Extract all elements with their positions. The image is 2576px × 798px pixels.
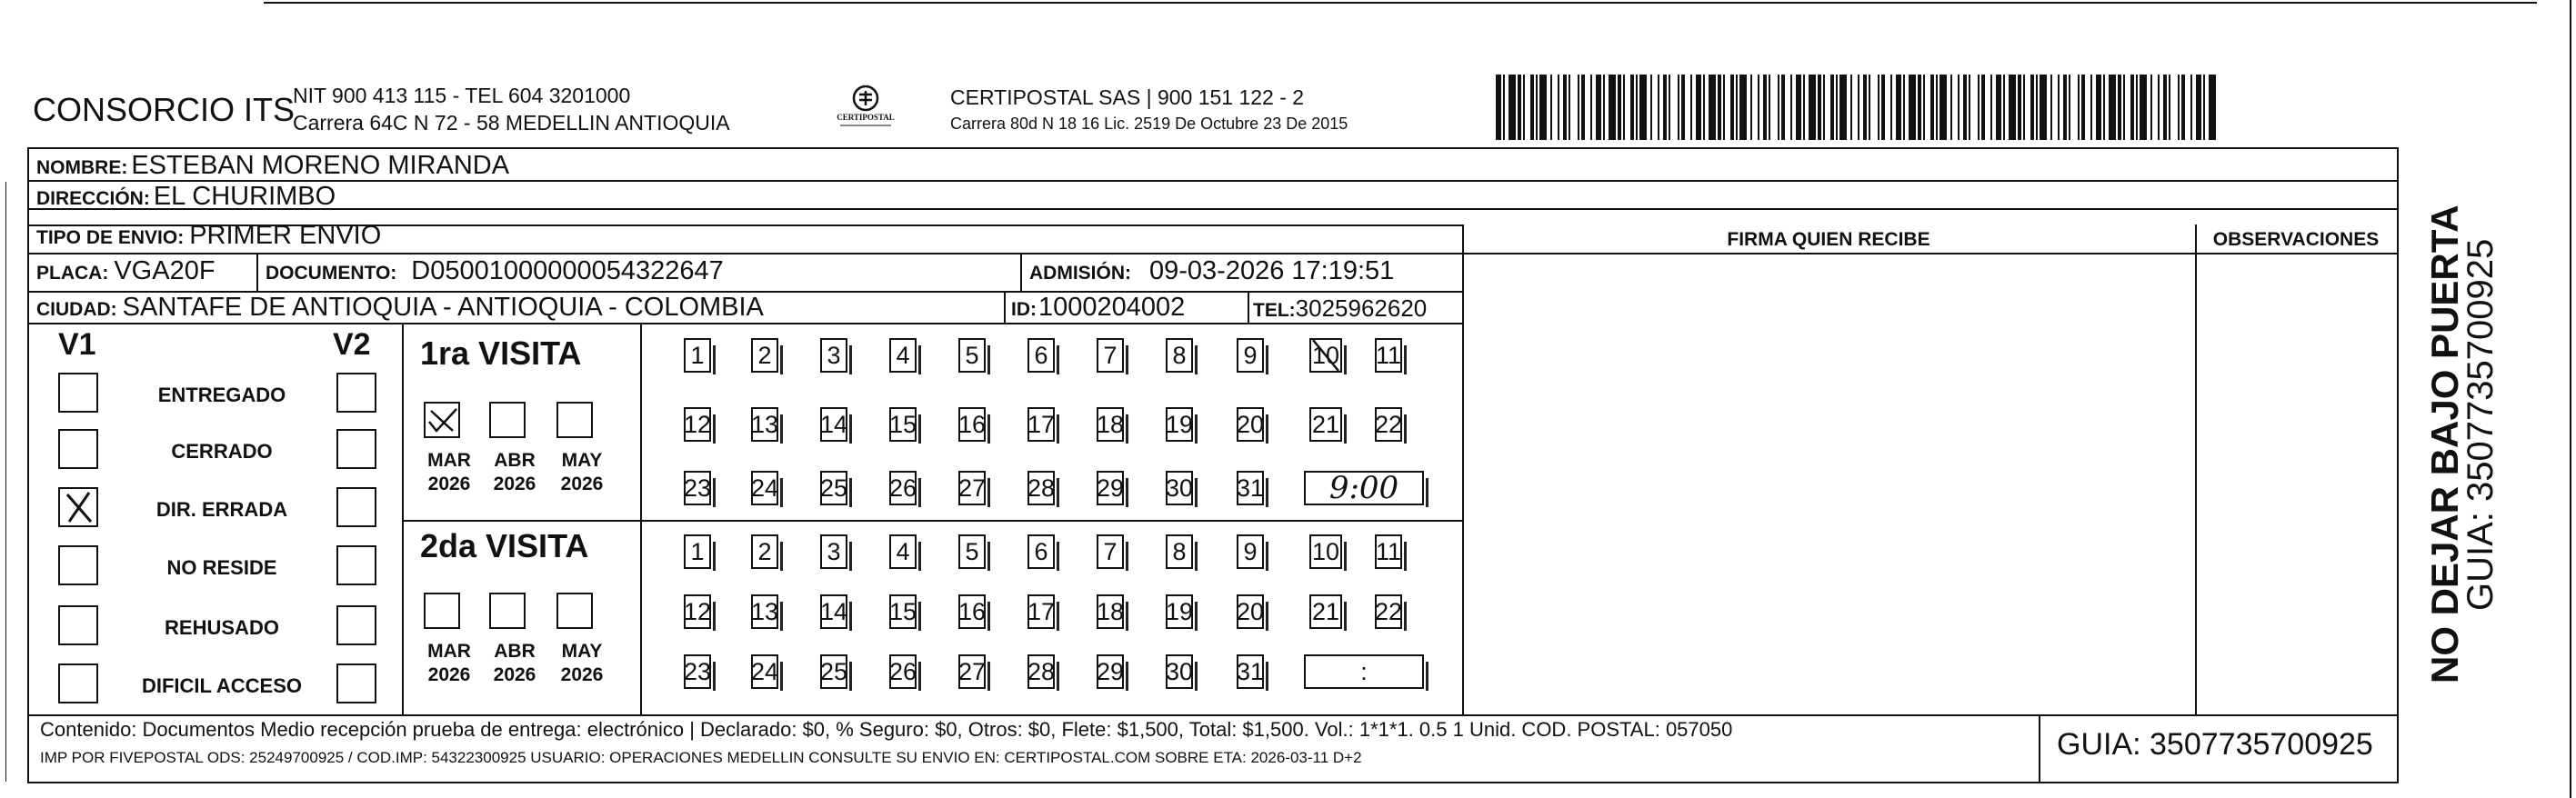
- barcode-bar: [1581, 75, 1585, 140]
- day-box[interactable]: 22: [1375, 407, 1402, 442]
- first-visit-title: 1ra VISITA: [420, 334, 582, 372]
- barcode-bar: [1823, 75, 1825, 140]
- barcode-bar: [1696, 75, 1701, 140]
- barcode-bar: [1603, 75, 1605, 140]
- day-box[interactable]: 2: [751, 534, 778, 569]
- day-box[interactable]: 8: [1166, 338, 1193, 373]
- barcode-bar: [2181, 75, 2185, 140]
- barcode-bar: [1578, 75, 1579, 140]
- barcode-bar: [2096, 75, 2101, 140]
- status-option-label: REHUSADO: [165, 616, 279, 639]
- year-label: 2026: [427, 664, 471, 685]
- barcode-bar: [1781, 75, 1785, 140]
- barcode-bar: [1878, 75, 1879, 140]
- month-label: MAY: [561, 450, 603, 471]
- barcode-bar: [1940, 75, 1947, 140]
- year-label: 2026: [493, 664, 536, 685]
- barcode-bar: [2081, 75, 2085, 140]
- day-box[interactable]: 19: [1166, 594, 1193, 629]
- barcode-bar: [2030, 75, 2034, 140]
- documento-label: DOCUMENTO:: [266, 263, 397, 284]
- second-visit-title: 2da VISITA: [420, 527, 589, 564]
- day-box[interactable]: 30: [1166, 471, 1193, 505]
- barcode-bar: [2050, 75, 2052, 140]
- month-checkbox[interactable]: [489, 402, 526, 438]
- day-box[interactable]: 11: [1375, 534, 1402, 569]
- day-box[interactable]: 30: [1166, 654, 1193, 689]
- id-value: 1000204002: [1038, 293, 1186, 322]
- barcode-bar: [1658, 75, 1659, 140]
- day-box[interactable]: 27: [958, 471, 986, 505]
- day-box[interactable]: 11: [1375, 338, 1402, 373]
- day-box[interactable]: 9: [1237, 534, 1264, 569]
- month-checkbox[interactable]: [424, 593, 460, 629]
- barcode-bar: [1509, 75, 1516, 140]
- barcode-bar: [1796, 75, 1801, 140]
- placa-value: VGA20F: [114, 256, 216, 285]
- barcode-bar: [2163, 75, 2167, 140]
- barcode-bar: [1809, 75, 1816, 140]
- day-box[interactable]: 7: [1097, 338, 1124, 373]
- day-box[interactable]: 3: [820, 534, 847, 569]
- observaciones-header: OBSERVACIONES: [2212, 229, 2380, 250]
- barcode-bar: [2090, 75, 2092, 140]
- barcode-bar: [1890, 75, 1892, 140]
- day-box[interactable]: 4: [889, 338, 917, 373]
- day-box[interactable]: 5: [958, 338, 986, 373]
- barcode-bar: [1569, 75, 1570, 140]
- carrier-line: CERTIPOSTAL SAS | 900 151 122 - 2: [950, 85, 1305, 109]
- barcode-bar: [1769, 75, 1770, 140]
- barcode: [1496, 75, 2223, 140]
- day-box[interactable]: 25: [820, 654, 847, 689]
- barcode-bar: [1958, 75, 1960, 140]
- barcode-bar: [1930, 75, 1934, 140]
- year-label: 2026: [427, 474, 471, 494]
- barcode-bar: [2069, 75, 2070, 140]
- day-box[interactable]: 17: [1027, 407, 1055, 442]
- day-box[interactable]: 31: [1237, 654, 1264, 689]
- barcode-bar: [1850, 75, 1852, 140]
- admision-label: ADMISIÓN:: [1029, 263, 1131, 284]
- day-box[interactable]: 13: [751, 594, 778, 629]
- barcode-bar: [1518, 75, 1521, 140]
- day-box[interactable]: 26: [889, 471, 917, 505]
- day-box[interactable]: 14: [820, 407, 847, 442]
- barcode-bar: [2003, 75, 2005, 140]
- day-box[interactable]: 16: [958, 407, 986, 442]
- v2-checkbox[interactable]: [336, 545, 376, 585]
- v1-label: V1: [58, 327, 96, 362]
- barcode-bar: [2123, 75, 2125, 140]
- barcode-bar: [1790, 75, 1792, 140]
- address-line: Carrera 64C N 72 - 58 MEDELLIN ANTIOQUIA: [293, 111, 730, 135]
- day-box[interactable]: 26: [889, 654, 917, 689]
- certipostal-logo: [829, 82, 902, 136]
- barcode-bar: [2078, 75, 2080, 140]
- month-checkbox[interactable]: [424, 402, 460, 438]
- barcode-bar: [1758, 75, 1759, 140]
- barcode-bar: [1690, 75, 1692, 140]
- barcode-bar: [1909, 75, 1916, 140]
- barcode-bar: [1818, 75, 1821, 140]
- day-box[interactable]: 21: [1309, 594, 1342, 629]
- barcode-bar: [1830, 75, 1834, 140]
- barcode-bar: [1723, 75, 1725, 140]
- day-box[interactable]: 23: [684, 471, 711, 505]
- v2-checkbox[interactable]: [336, 429, 376, 469]
- firma-header: FIRMA QUIEN RECIBE: [1727, 229, 1930, 250]
- status-option-label: NO RESIDE: [166, 556, 277, 579]
- day-box[interactable]: 6: [1027, 338, 1055, 373]
- day-box[interactable]: 14: [820, 594, 847, 629]
- barcode-bar: [1550, 75, 1552, 140]
- barcode-bar: [2169, 75, 2170, 140]
- day-box[interactable]: 1: [684, 534, 711, 569]
- barcode-bar: [1681, 75, 1685, 140]
- barcode-bar: [1763, 75, 1767, 140]
- footer-line-2: IMP POR FIVEPOSTAL ODS: 25249700925 / COD.IMP: 54322300925 USUARIO: OPERACIONES MEDELLIN CONSULTE SU ENVIO EN: CERTIPOSTAL.COM SOBRE ETA: 2026-03-11 D+2: [40, 749, 1362, 766]
- month-checkbox[interactable]: [489, 593, 526, 629]
- id-label: ID:: [1011, 299, 1037, 320]
- barcode-bar: [2190, 75, 2192, 140]
- barcode-bar: [1978, 75, 1980, 140]
- admision-value: 09-03-2026 17:19:51: [1149, 256, 1395, 285]
- barcode-bar: [1881, 75, 1885, 140]
- tipo-value: PRIMER ENVIO: [189, 221, 382, 250]
- day-box[interactable]: 2: [751, 338, 778, 373]
- barcode-bar: [2023, 75, 2025, 140]
- barcode-bar: [2196, 75, 2201, 140]
- barcode-bar: [2040, 75, 2047, 140]
- day-box[interactable]: 18: [1097, 594, 1124, 629]
- day-box[interactable]: 15: [889, 594, 917, 629]
- barcode-bar: [1563, 75, 1567, 140]
- barcode-bar: [2018, 75, 2021, 140]
- barcode-bar: [1936, 75, 1938, 140]
- day-box[interactable]: 4: [889, 534, 917, 569]
- barcode-bar: [1678, 75, 1679, 140]
- barcode-bar: [1981, 75, 1985, 140]
- barcode-bar: [2178, 75, 2180, 140]
- barcode-bar: [1869, 75, 1870, 140]
- barcode-bar: [1639, 75, 1647, 140]
- barcode-bar: [1523, 75, 1525, 140]
- barcode-bar: [1858, 75, 1859, 140]
- barcode-bar: [2158, 75, 2160, 140]
- direccion-value: EL CHURIMBO: [153, 182, 336, 211]
- day-box[interactable]: 6: [1027, 534, 1055, 569]
- status-option-label: ENTREGADO: [157, 384, 286, 406]
- barcode-bar: [1539, 75, 1547, 140]
- barcode-bar: [2140, 75, 2147, 140]
- direccion-label: DIRECCIÓN:: [36, 188, 150, 209]
- day-box[interactable]: 27: [958, 654, 986, 689]
- barcode-bar: [1863, 75, 1867, 140]
- barcode-bar: [2036, 75, 2038, 140]
- day-box[interactable]: 3: [820, 338, 847, 373]
- v2-label: V2: [333, 327, 371, 362]
- side-warning: NO DEJAR BAJO PUERTA: [2423, 204, 2466, 683]
- barcode-bar: [1750, 75, 1752, 140]
- day-box[interactable]: 23: [684, 654, 711, 689]
- day-box[interactable]: 16: [958, 594, 986, 629]
- check-mark-icon: [426, 404, 458, 436]
- v2-checkbox[interactable]: [336, 605, 376, 645]
- month-label: MAR: [427, 450, 471, 471]
- footer-line-1: Contenido: Documentos Medio recepción prueba de entrega: electrónico | Declarado: $0, % Seguro: $0, Otros: $0, Flete: $1,500, Total: $1,500. Vol.: 1*1*1. 0.5 1 Unid. COD. POSTAL: 057050: [40, 718, 1733, 741]
- barcode-bar: [2118, 75, 2121, 140]
- barcode-bar: [1963, 75, 1967, 140]
- barcode-bar: [1590, 75, 1592, 140]
- day-box[interactable]: 1: [684, 338, 711, 373]
- placa-label: PLACA:: [36, 263, 109, 284]
- day-box[interactable]: 21: [1309, 407, 1342, 442]
- barcode-bar: [1730, 75, 1734, 140]
- day-box[interactable]: 28: [1027, 471, 1055, 505]
- tipo-label: TIPO DE ENVIO:: [36, 227, 185, 248]
- nit-line: NIT 900 413 115 - TEL 604 3201000: [293, 84, 631, 107]
- barcode-bar: [1596, 75, 1601, 140]
- day-box[interactable]: 22: [1375, 594, 1402, 629]
- barcode-bar: [1623, 75, 1625, 140]
- barcode-bar: [1650, 75, 1652, 140]
- barcode-bar: [2209, 75, 2216, 140]
- time-box[interactable]: :: [1304, 654, 1424, 689]
- day-box[interactable]: 20: [1237, 407, 1264, 442]
- year-label: 2026: [560, 664, 604, 685]
- barcode-bar: [1503, 75, 1505, 140]
- day-box[interactable]: 10: [1309, 338, 1342, 373]
- tel-value: 3025962620: [1295, 294, 1428, 322]
- day-box[interactable]: 10: [1309, 534, 1342, 569]
- day-box[interactable]: 29: [1097, 654, 1124, 689]
- month-label: ABR: [494, 641, 536, 662]
- day-box[interactable]: 28: [1027, 654, 1055, 689]
- day-box[interactable]: 31: [1237, 471, 1264, 505]
- barcode-bar: [2150, 75, 2152, 140]
- logo-text: CERTIPOSTAL: [837, 113, 895, 122]
- barcode-bar: [2136, 75, 2138, 140]
- barcode-bar: [1969, 75, 1970, 140]
- barcode-bar: [1530, 75, 1534, 140]
- barcode-bar: [1636, 75, 1638, 140]
- barcode-bar: [2058, 75, 2060, 140]
- day-box[interactable]: 12: [684, 407, 711, 442]
- barcode-bar: [1669, 75, 1670, 140]
- barcode-bar: [1718, 75, 1721, 140]
- barcode-bar: [2009, 75, 2016, 140]
- barcode-bar: [2103, 75, 2105, 140]
- barcode-bar: [1618, 75, 1621, 140]
- barcode-bar: [1803, 75, 1805, 140]
- barcode-bar: [1778, 75, 1779, 140]
- day-box[interactable]: 19: [1166, 407, 1193, 442]
- barcode-bar: [1630, 75, 1634, 140]
- barcode-bar: [1918, 75, 1921, 140]
- day-box[interactable]: 9: [1237, 338, 1264, 373]
- nombre-value: ESTEBAN MORENO MIRANDA: [131, 151, 510, 180]
- year-label: 2026: [560, 474, 604, 494]
- documento-value: D05001000000054322647: [411, 256, 724, 285]
- barcode-bar: [1709, 75, 1716, 140]
- v2-checkbox[interactable]: [336, 487, 376, 527]
- day-box[interactable]: 13: [751, 407, 778, 442]
- year-label: 2026: [493, 474, 536, 494]
- month-label: ABR: [494, 450, 536, 471]
- barcode-bar: [1950, 75, 1952, 140]
- status-option-label: DIFICIL ACCESO: [141, 674, 302, 697]
- tel-label: TEL:: [1253, 300, 1296, 321]
- barcode-bar: [1609, 75, 1616, 140]
- day-cross-mark-icon: [1308, 336, 1344, 379]
- barcode-bar: [1736, 75, 1738, 140]
- month-label: MAY: [561, 641, 603, 662]
- barcode-bar: [2130, 75, 2134, 140]
- barcode-bar: [2063, 75, 2067, 140]
- carrier-address: Carrera 80d N 18 16 Lic. 2519 De Octubre 23 De 2015: [950, 115, 1348, 133]
- barcode-bar: [1923, 75, 1925, 140]
- status-option-label: DIR. ERRADA: [155, 498, 288, 521]
- barcode-bar: [1739, 75, 1747, 140]
- day-box[interactable]: 7: [1097, 534, 1124, 569]
- month-checkbox[interactable]: [556, 593, 593, 629]
- day-box[interactable]: 12: [684, 594, 711, 629]
- side-guia: GUIA: 3507735700925: [2461, 238, 2501, 611]
- month-label: MAR: [427, 641, 471, 662]
- nombre-label: NOMBRE:: [36, 157, 128, 178]
- day-box[interactable]: 24: [751, 471, 778, 505]
- day-box[interactable]: 25: [820, 471, 847, 505]
- footer-guia: GUIA: 3507735700925: [2057, 727, 2373, 762]
- day-box[interactable]: 18: [1097, 407, 1124, 442]
- ciudad-label: CIUDAD:: [36, 299, 117, 320]
- company-name: CONSORCIO ITS: [33, 91, 296, 128]
- barcode-bar: [2203, 75, 2205, 140]
- barcode-bar: [1903, 75, 1905, 140]
- day-box[interactable]: 24: [751, 654, 778, 689]
- v2-checkbox[interactable]: [336, 373, 376, 413]
- barcode-bar: [1996, 75, 2001, 140]
- time-box[interactable]: 9:00: [1304, 471, 1424, 505]
- barcode-bar: [1703, 75, 1705, 140]
- status-option-label: CERRADO: [171, 440, 273, 463]
- day-box[interactable]: 20: [1237, 594, 1264, 629]
- barcode-bar: [1896, 75, 1901, 140]
- v2-checkbox[interactable]: [336, 663, 376, 703]
- barcode-bar: [1536, 75, 1538, 140]
- ciudad-value: SANTAFE DE ANTIOQUIA - ANTIOQUIA - COLOMBIA: [122, 293, 764, 322]
- barcode-bar: [1663, 75, 1667, 140]
- day-box[interactable]: 8: [1166, 534, 1193, 569]
- barcode-bar: [1836, 75, 1838, 140]
- barcode-bar: [1496, 75, 1501, 140]
- barcode-bar: [1990, 75, 1992, 140]
- barcode-bar: [1558, 75, 1559, 140]
- day-box[interactable]: 5: [958, 534, 986, 569]
- day-box[interactable]: 17: [1027, 594, 1055, 629]
- barcode-bar: [1839, 75, 1847, 140]
- month-checkbox[interactable]: [556, 402, 593, 438]
- day-box[interactable]: 15: [889, 407, 917, 442]
- barcode-bar: [2109, 75, 2116, 140]
- day-box[interactable]: 29: [1097, 471, 1124, 505]
